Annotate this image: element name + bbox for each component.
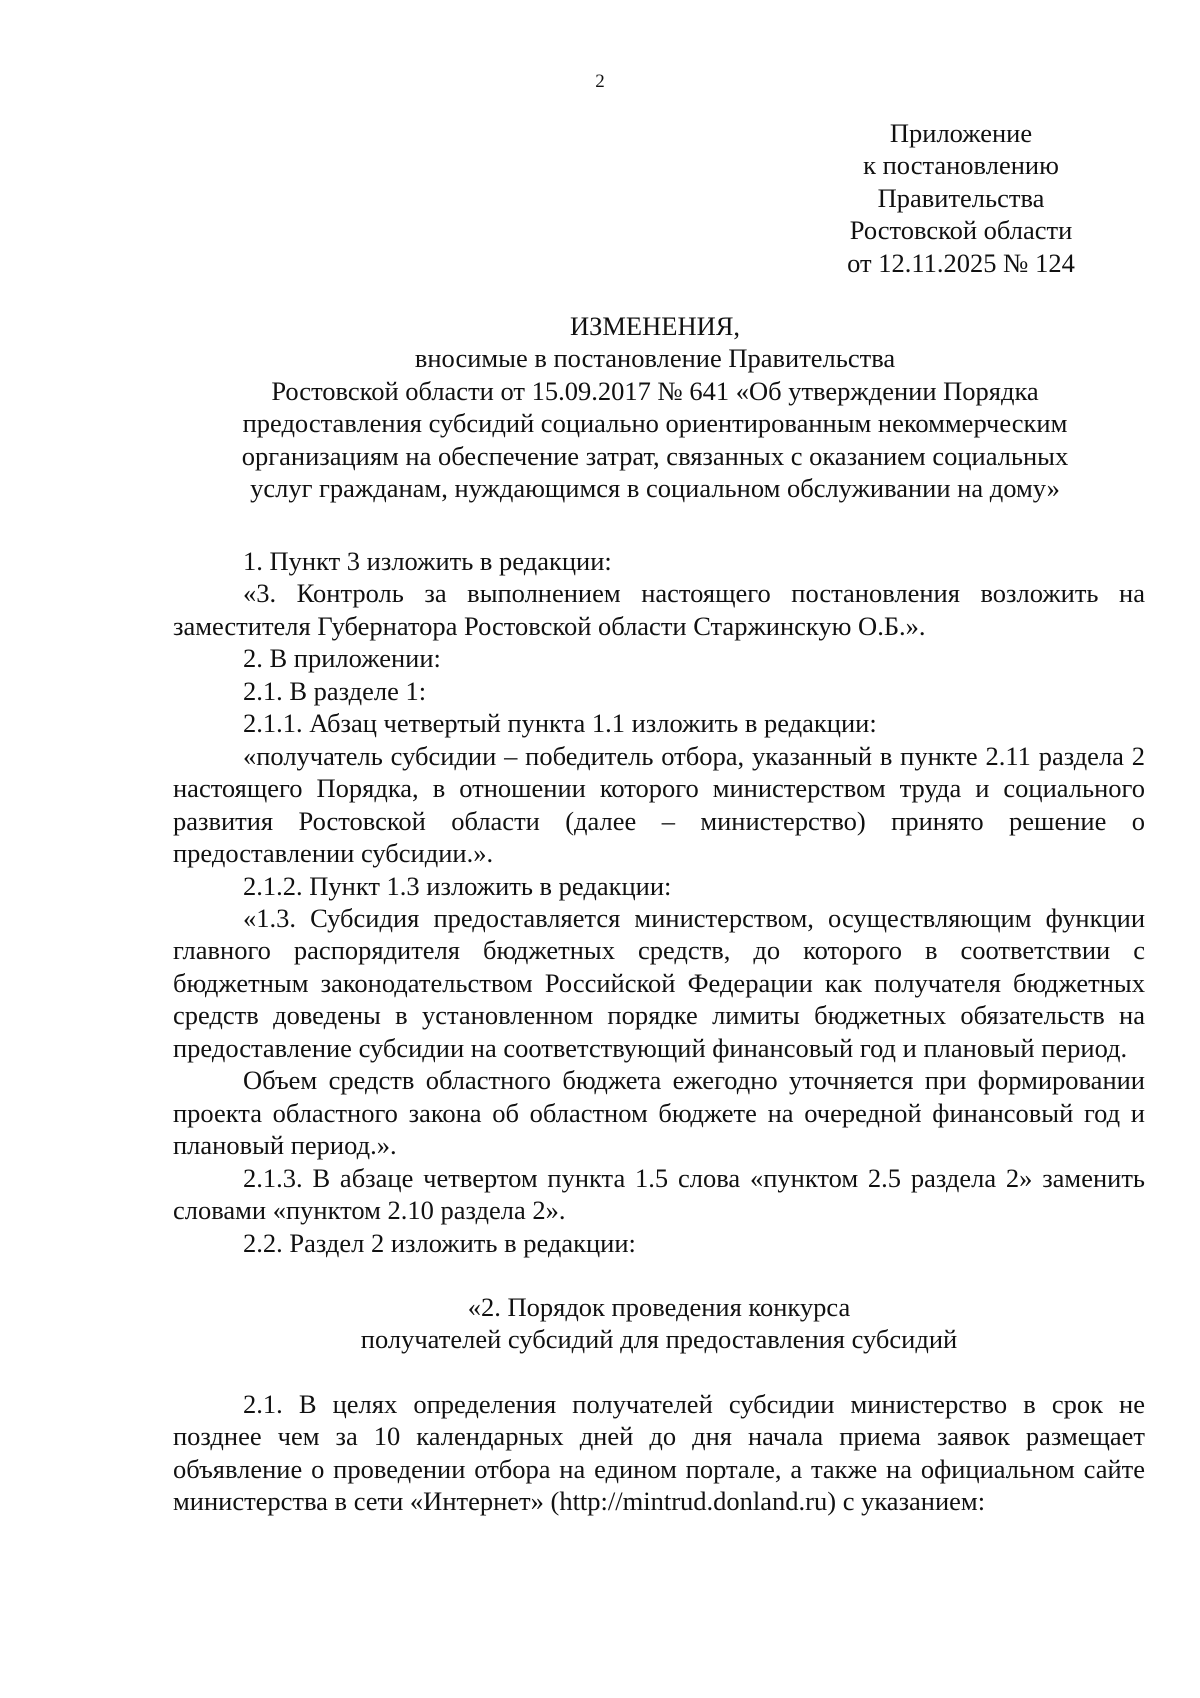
body-paragraph: 2.1.1. Абзац четвертый пункта 1.1 изложить в редакции: [243,708,877,739]
title-heading: ИЗМЕНЕНИЯ, [569,311,741,341]
body-paragraph: Объем средств областного бюджета ежегодно уточняется при формировании проекта областного закона об областном бюджете на очередной финансовый год и плановый период.». [173,1065,1145,1161]
appendix-line: Приложение [889,118,1033,148]
appendix-line: к постановлению [863,150,1059,181]
appendix-line: Ростовской области [849,215,1073,246]
body-paragraph: 2.1.3. В абзаце четвертом пункта 1.5 слова «пунктом 2.5 раздела 2» заменить словами «пунктом 2.10 раздела 2». [173,1162,1145,1226]
document-body [173,545,1145,1518]
body-paragraph: «1.3. Субсидия предоставляется министерством, осуществляющим функции главного распорядителя бюджетных средств, до которого в соответствии с бюджетным законодательством Российской Федерации как получателя бюджетных средств доведены в установленном порядке лимиты бюджетных обязательств на предоставление субсидии на соответствующий финансовый год и плановый период. [173,902,1145,1063]
title-line: Ростовской области от 15.09.2017 № 641 «Об утверждении Порядка [271,375,1039,406]
body-paragraph: «3. Контроль за выполнением настоящего постановления возложить на заместителя Губернатора Ростовской области Старжинскую О.Б.». [173,578,1145,641]
body-paragraph: 2.1. В целях определения получателей субсидии министерство в срок не позднее чем за 10 календарных дней до дня начала приема заявок размещает объявление о проведении отбора на едином портале, а также на официальном сайте министерства в сети «Интернет» (http://mintrud.donland.ru) с указанием: [173,1388,1145,1517]
document-title [160,310,1150,504]
body-paragraph: 2. В приложении: [243,643,441,674]
body-paragraph: «получатель субсидии – победитель отбора, указанный в пункте 2.11 раздела 2 настоящего Порядка, в отношении которого министерством труда и социального развития Ростовской области (далее – министерство) принято решение о предоставлении субсидии.». [173,740,1145,869]
section-heading [173,1291,1145,1356]
title-line: услуг гражданам, нуждающимся в социальном обслуживании на дому» [250,473,1060,504]
body-paragraph: 2.2. Раздел 2 изложить в редакции: [243,1227,636,1258]
section-heading-line: «2. Порядок проведения конкурса [467,1291,851,1322]
title-line: вносимые в постановление Правительства [414,343,896,374]
body-paragraph: 1. Пункт 3 изложить в редакции: [243,546,612,576]
appendix-line: Правительства [877,182,1045,213]
title-line: предоставления субсидий социально ориентированным некоммерческим [242,408,1068,439]
title-line: организациям на обеспечение затрат, связанных с оказанием социальных [241,440,1069,471]
body-paragraph: 2.1.2. Пункт 1.3 изложить в редакции: [243,870,672,901]
appendix-reference [823,117,1099,279]
page-number: 2 [595,71,605,92]
body-paragraph: 2.1. В разделе 1: [243,675,427,706]
section-heading-line: получателей субсидий для предоставления субсидий [360,1324,958,1355]
appendix-line: от 12.11.2025 № 124 [847,247,1075,278]
